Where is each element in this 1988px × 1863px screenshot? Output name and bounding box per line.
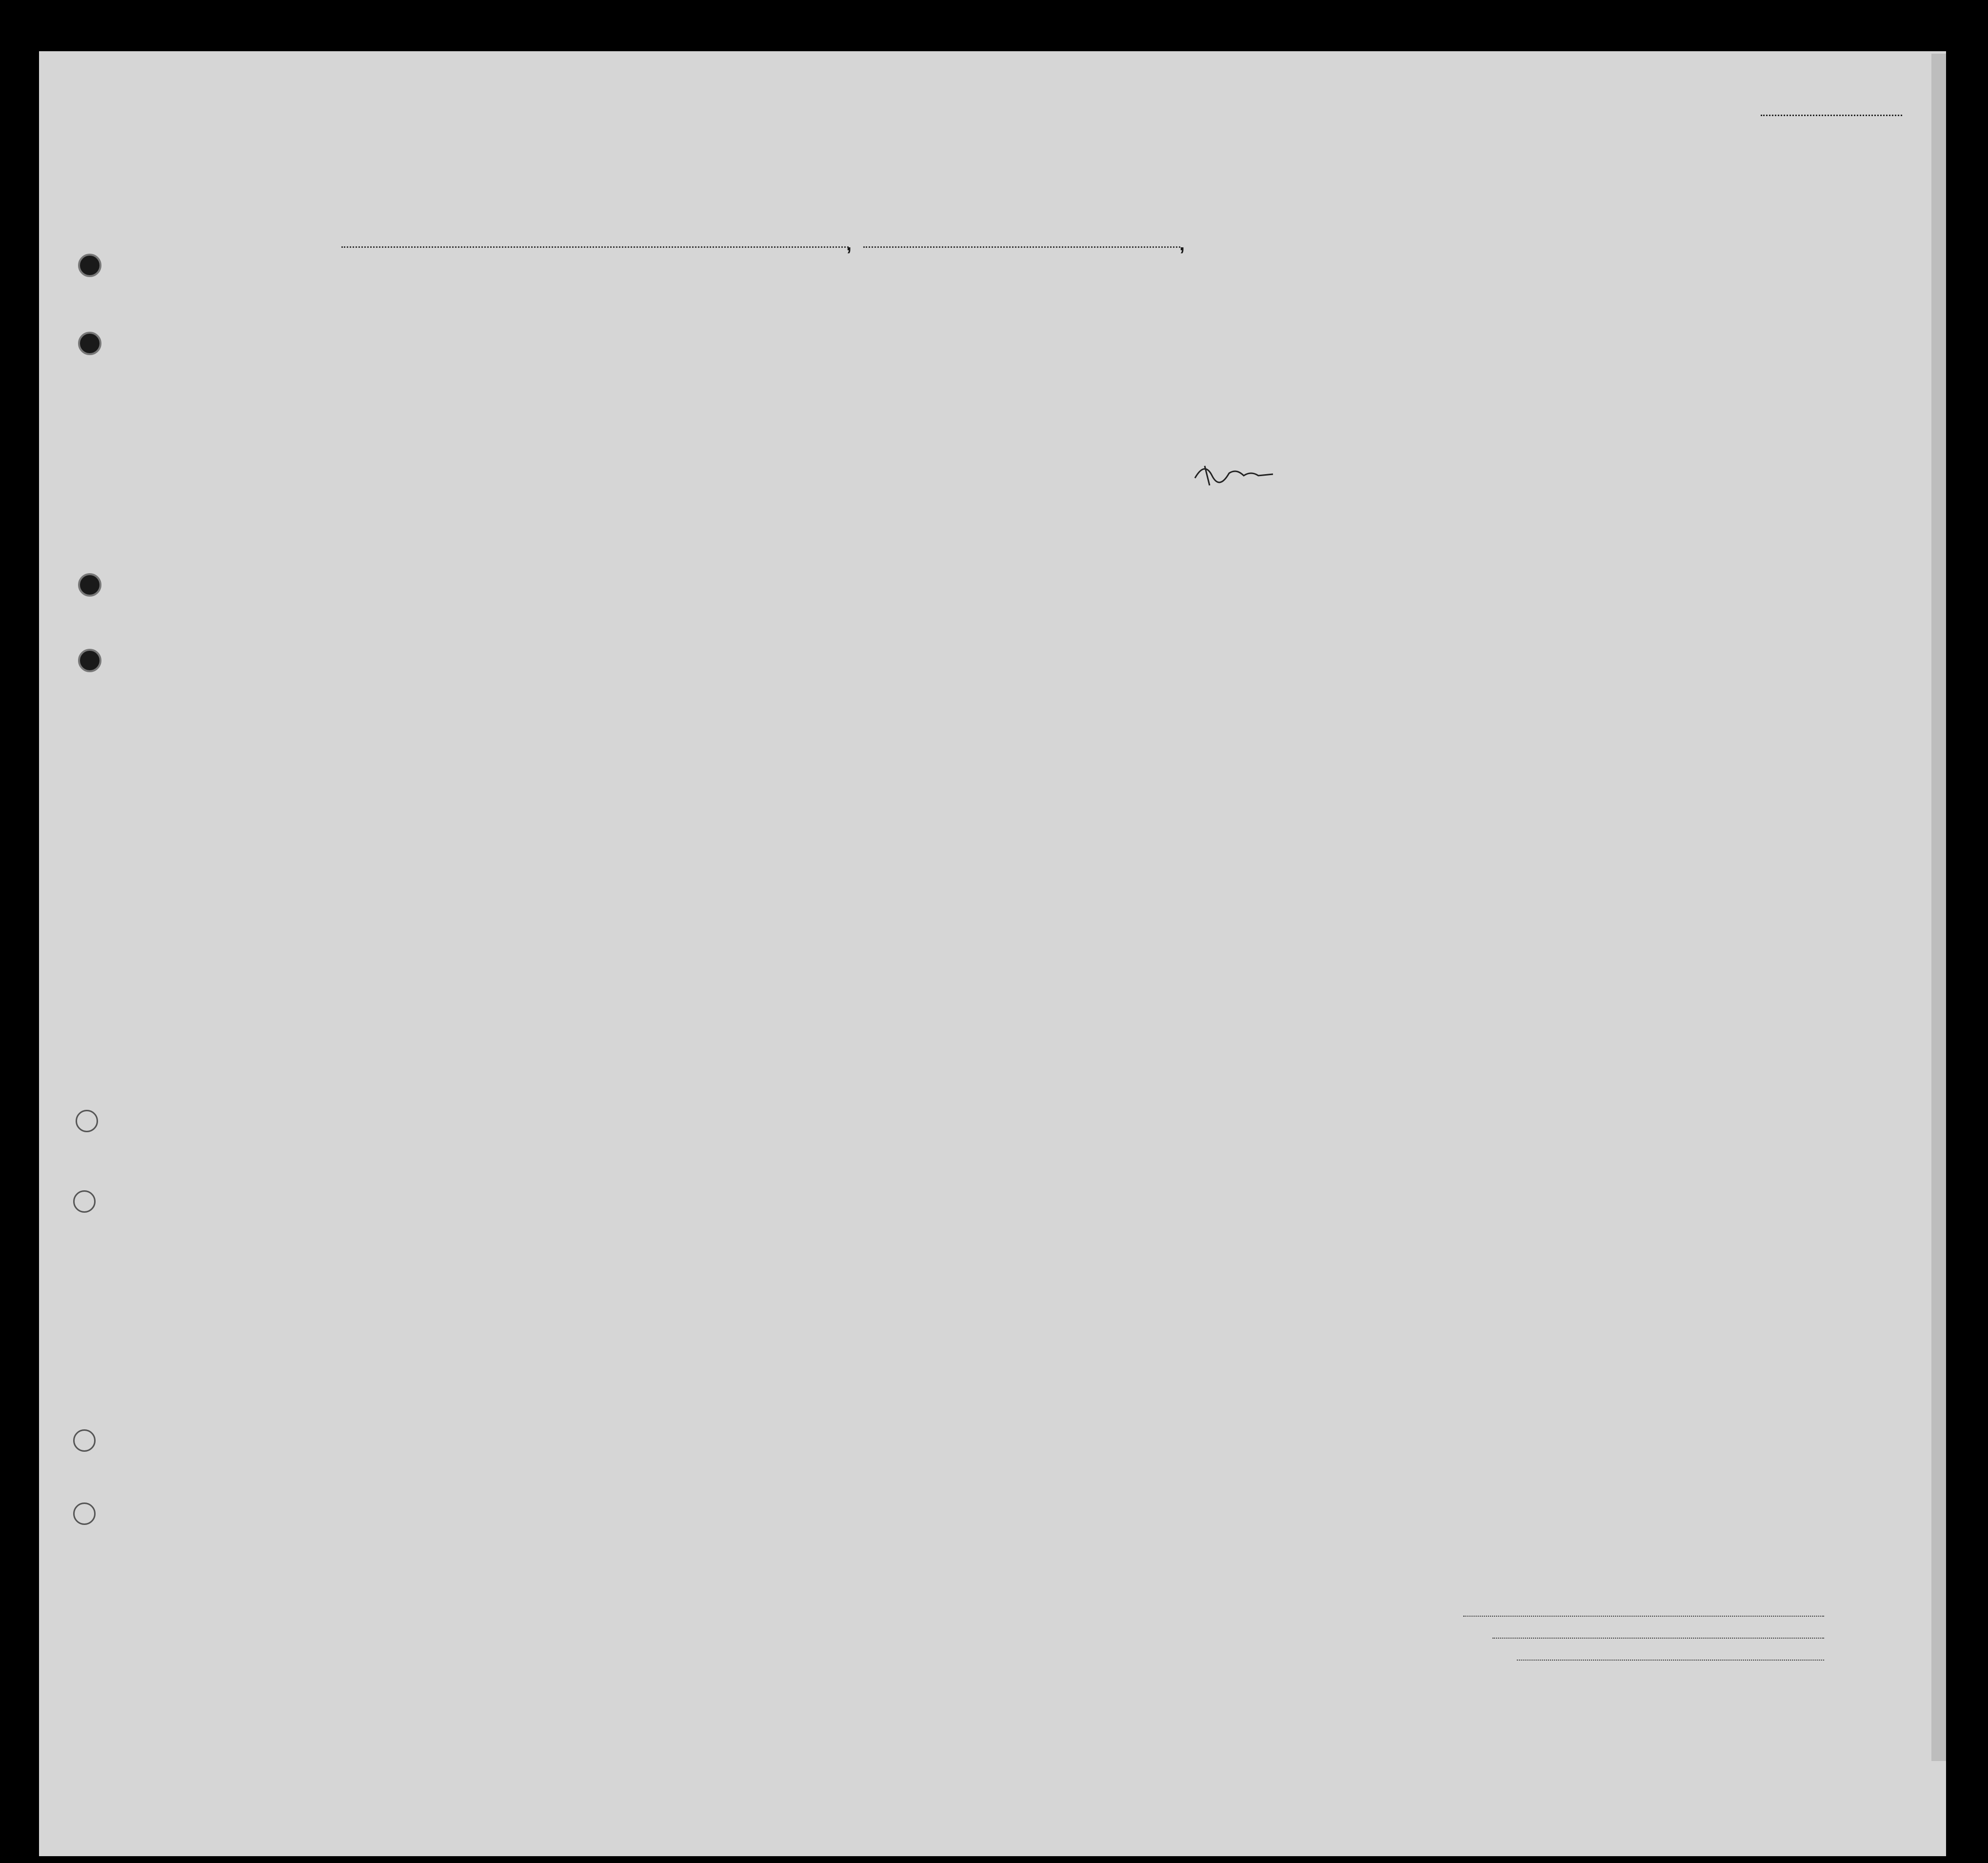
col25-heading [1268, 312, 1302, 439]
line-line [1463, 1616, 1824, 1617]
col24a-heading [1156, 341, 1190, 439]
col29-heading [1413, 312, 1450, 439]
col31-heading [1479, 312, 1504, 439]
col34-inches [1645, 390, 1659, 429]
handwritten-mark [1190, 459, 1278, 488]
agents-line [1517, 1660, 1824, 1661]
col34-feet [1622, 400, 1636, 429]
col24b-heading [1195, 341, 1224, 439]
owners-line [1492, 1638, 1824, 1639]
col30-heading [1456, 312, 1473, 439]
col21-heading [704, 310, 725, 432]
col27-heading [1344, 312, 1358, 439]
comma: , [846, 233, 852, 255]
col24c-heading [1229, 341, 1258, 439]
col19-heading [578, 312, 597, 434]
comma: , [1179, 233, 1185, 255]
col26-heading [1314, 312, 1329, 439]
col28-heading [1366, 312, 1407, 439]
